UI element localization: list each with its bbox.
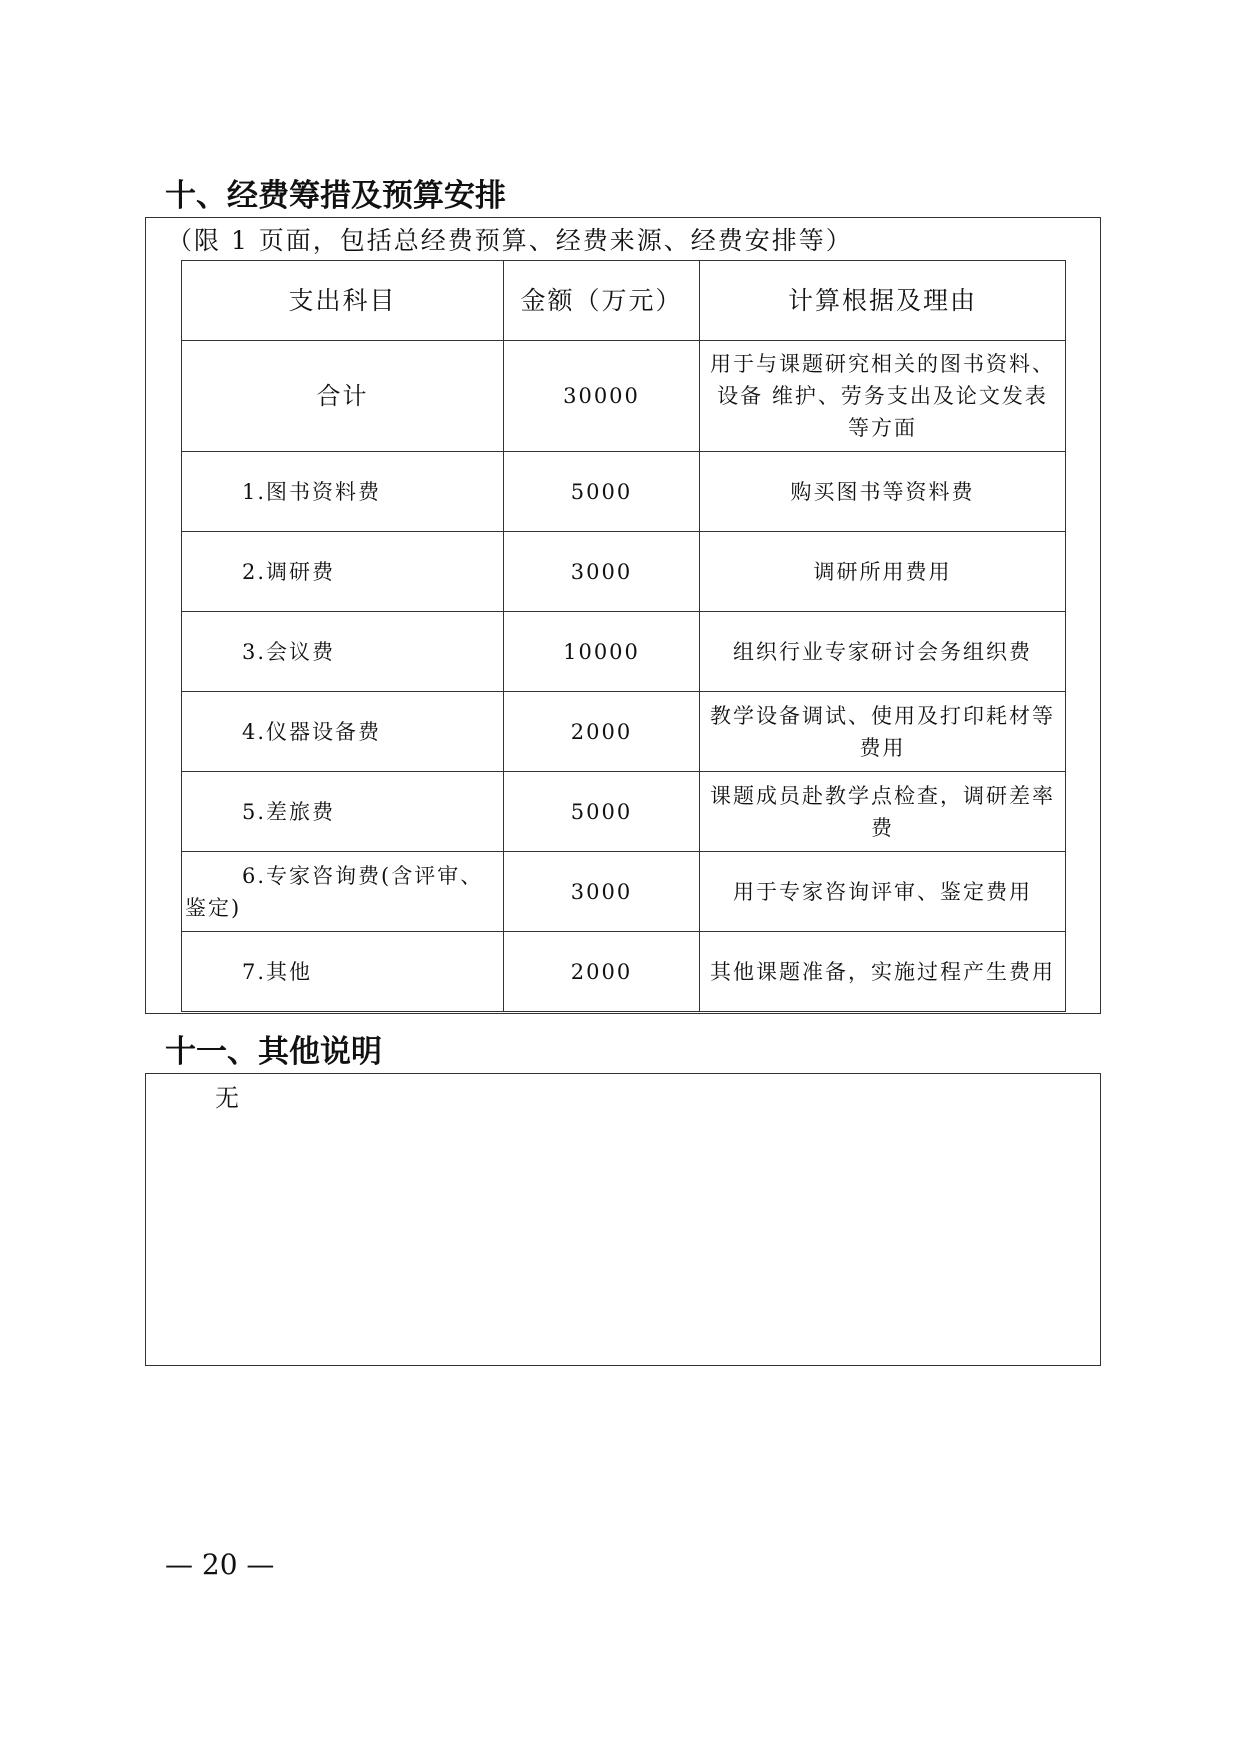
row-basis: 用于与课题研究相关的图书资料、设备 维护、劳务支出及论文发表等方面 — [700, 341, 1066, 452]
section-11-heading: 十一、其他说明 — [165, 1034, 382, 1070]
table-row — [182, 692, 1066, 772]
row-amount: 30000 — [504, 341, 700, 452]
budget-note: （限 1 页面，包括总经费预算、经费来源、经费安排等） — [167, 226, 853, 255]
table-row — [182, 772, 1066, 852]
section-10-heading: 十、经费筹措及预算安排 — [165, 178, 506, 214]
row-item: 4.仪器设备费 — [182, 692, 504, 772]
row-amount: 2000 — [504, 932, 700, 1012]
row-amount: 10000 — [504, 612, 700, 692]
table-row — [182, 532, 1066, 612]
row-item: 5.差旅费 — [182, 772, 504, 852]
row-basis: 调研所用费用 — [700, 532, 1066, 612]
row-basis: 教学设备调试、使用及打印耗材等费用 — [700, 692, 1066, 772]
row-amount: 2000 — [504, 692, 700, 772]
budget-table — [181, 260, 1066, 1012]
table-header-row — [182, 261, 1066, 341]
row-item: 合计 — [182, 341, 504, 452]
row-item: 2.调研费 — [182, 532, 504, 612]
row-item: 7.其他 — [182, 932, 504, 1012]
row-basis: 购买图书等资料费 — [700, 452, 1066, 532]
row-basis: 课题成员赴教学点检查，调研差率费 — [700, 772, 1066, 852]
other-notes-box — [145, 1073, 1101, 1366]
row-item: 3.会议费 — [182, 612, 504, 692]
row-basis: 组织行业专家研讨会务组织费 — [700, 612, 1066, 692]
row-item: 1.图书资料费 — [182, 452, 504, 532]
row-amount: 5000 — [504, 772, 700, 852]
page-number: — 20 — — [165, 1548, 275, 1581]
table-row — [182, 852, 1066, 932]
table-row — [182, 452, 1066, 532]
row-amount: 3000 — [504, 532, 700, 612]
row-basis: 用于专家咨询评审、鉴定费用 — [700, 852, 1066, 932]
row-amount: 5000 — [504, 452, 700, 532]
row-item: 6.专家咨询费(含评审、鉴定) — [182, 852, 504, 932]
header-amount: 金额（万元） — [504, 261, 700, 341]
row-basis: 其他课题准备，实施过程产生费用 — [700, 932, 1066, 1012]
table-row — [182, 612, 1066, 692]
table-row-total — [182, 341, 1066, 452]
row-amount: 3000 — [504, 852, 700, 932]
other-notes-content: 无 — [215, 1084, 239, 1112]
header-item: 支出科目 — [182, 261, 504, 341]
table-row — [182, 932, 1066, 1012]
header-basis: 计算根据及理由 — [700, 261, 1066, 341]
